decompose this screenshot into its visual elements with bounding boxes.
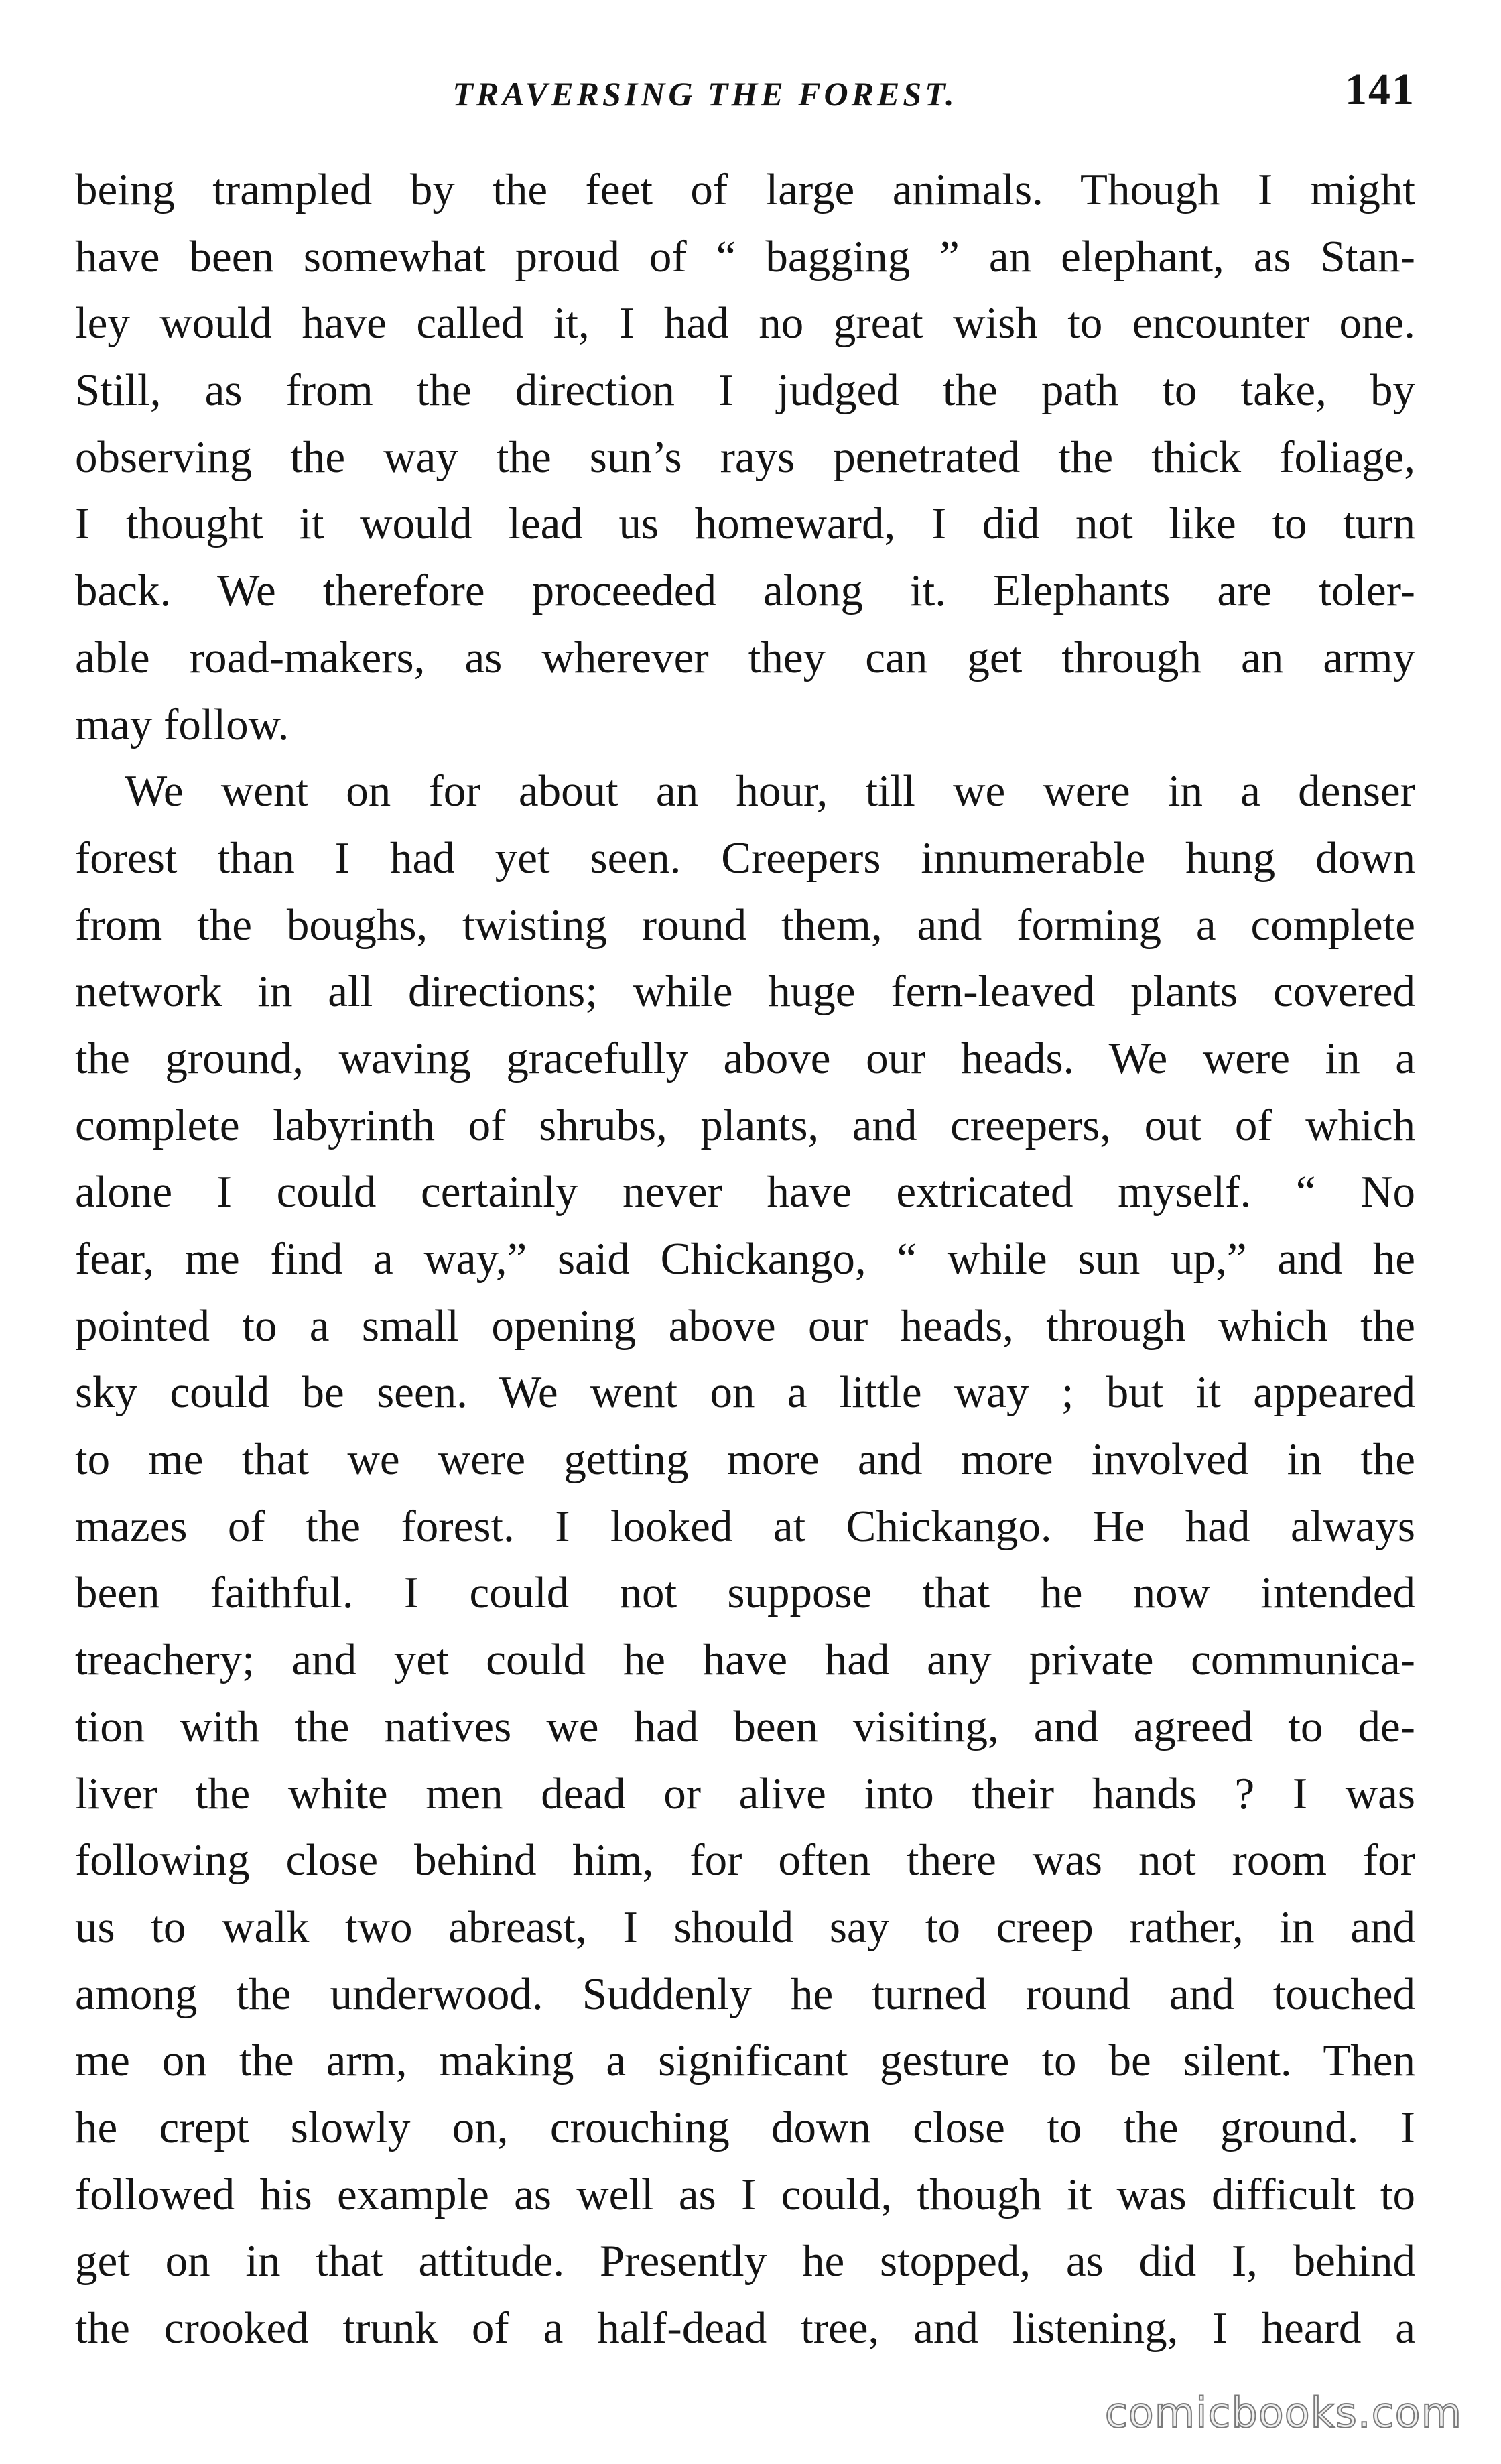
text-line: from the boughs, twisting round them, and forming a complete [75,900,1415,950]
text-line: being trampled by the feet of large animals. Though I might [75,165,1415,214]
text-line: pointed to a small opening above our heads, through which the [75,1300,1415,1351]
text-line: sky could be seen. We went on a little way ; but it appeared [75,1367,1415,1418]
text-line: Still, as from the direction I judged the path to take, by [75,365,1415,416]
text-line: ley would have called it, I had no great wish to encounter one. [75,298,1415,349]
text-line: I thought it would lead us homeward, I did not like to turn [75,499,1415,549]
text-line: We went on for about an hour, till we were in a denser [125,766,1415,816]
running-title: TRAVERSING THE FOREST. [452,75,958,113]
page-number: 141 [1345,65,1415,114]
paragraph [75,758,1415,2362]
text-line: forest than I had yet seen. Creepers innumerable hung down [75,833,1415,883]
text-line: followed his example as well as I could, though it was difficult to [75,2169,1415,2219]
text-line: among the underwood. Suddenly he turned round and touched [75,1969,1415,2019]
text-line: me on the arm, making a significant gesture to be silent. Then [75,2036,1415,2086]
text-line: able road-makers, as wherever they can get through an army [75,632,1415,682]
text-line: alone I could certainly never have extricated myself. “ No [75,1167,1415,1217]
text-line: have been somewhat proud of “ bagging ” an elephant, as Stan- [75,231,1415,282]
text-line: treachery; and yet could he have had any private communica- [75,1635,1415,1685]
text-line: the ground, waving gracefully above our heads. We were in a [75,1033,1415,1083]
running-head [75,64,1415,124]
body-text [75,157,1415,2362]
text-line: get on in that attitude. Presently he stopped, as did I, behind [75,2236,1415,2286]
text-line: fear, me find a way,” said Chickango, “ while sun up,” and he [75,1234,1415,1284]
text-line: been faithful. I could not suppose that he now intended [75,1568,1415,1618]
paragraph [75,157,1415,758]
text-line: us to walk two abreast, I should say to creep rather, in and [75,1902,1415,1952]
text-line: network in all directions; while huge fern-leaved plants covered [75,967,1415,1017]
watermark: comicbooks.com [1104,2388,1462,2437]
text-line: mazes of the forest. I looked at Chickango. He had always [75,1501,1415,1551]
text-line: the crooked trunk of a half-dead tree, and listening, I heard a [75,2303,1415,2353]
text-line: he crept slowly on, crouching down close to the ground. I [75,2102,1415,2152]
text-line: following close behind him, for often there was not room for [75,1835,1415,1886]
text-line: complete labyrinth of shrubs, plants, and creepers, out of which [75,1100,1415,1150]
text-line: tion with the natives we had been visiting, and agreed to de- [75,1701,1415,1751]
text-line: observing the way the sun’s rays penetrated the thick foliage, [75,432,1415,482]
text-line: back. We therefore proceeded along it. Elephants are toler- [75,566,1415,616]
text-line: to me that we were getting more and more involved in the [75,1434,1415,1485]
text-line: liver the white men dead or alive into their hands ? I was [75,1768,1415,1819]
text-line: may follow. [75,699,289,749]
